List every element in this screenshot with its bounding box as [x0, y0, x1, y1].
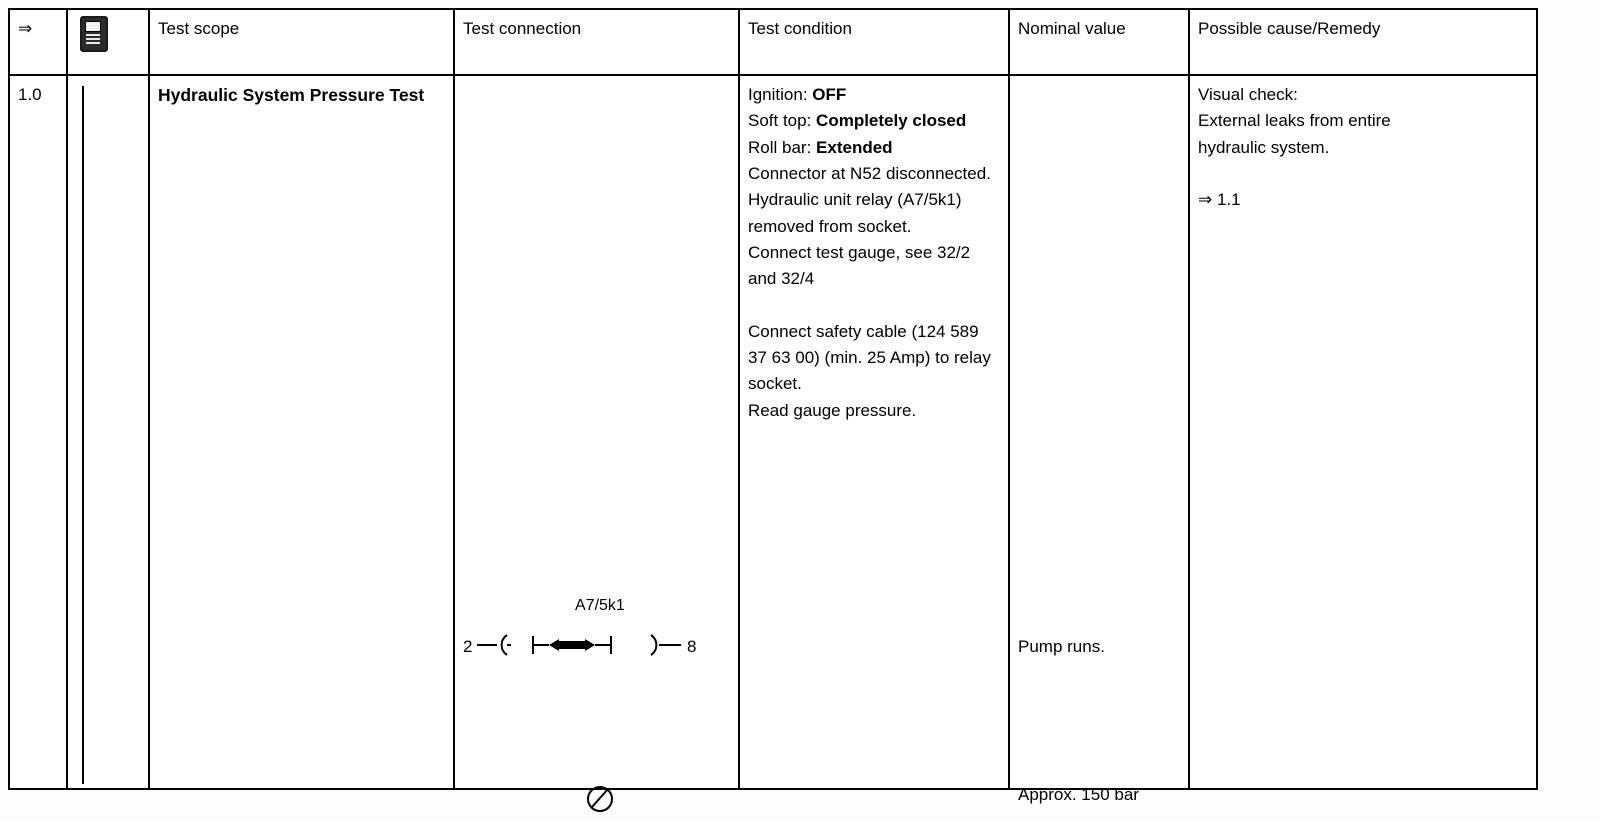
- condition-line: Connect safety cable (124 589 37 63 00) (min. 25 Amp) to relay socket.: [748, 321, 991, 394]
- header-test-scope: Test scope: [149, 9, 454, 75]
- condition-label: Ignition:: [748, 85, 813, 104]
- row-possible-cause-cell: [1189, 75, 1537, 789]
- relay-label: A7/5k1: [575, 597, 625, 614]
- row-test-condition-cell: [739, 75, 1009, 789]
- condition-value: Extended: [816, 137, 893, 157]
- connection-diagram: [463, 82, 730, 782]
- relay-circuit-diagram: [463, 630, 718, 664]
- header-device-cell: [67, 9, 149, 75]
- test-scope-title: Hydraulic System Pressure Test: [158, 85, 425, 105]
- cause-line: Visual check:: [1198, 85, 1298, 104]
- svg-text:8: 8: [687, 637, 697, 656]
- condition-value: Completely closed: [816, 111, 967, 131]
- header-nominal-value: Nominal value: [1009, 9, 1189, 75]
- condition-label: Roll bar:: [748, 137, 817, 157]
- relay-circuit-svg: [463, 630, 718, 664]
- condition-line: [748, 135, 1000, 161]
- condition-line: [748, 108, 1000, 134]
- condition-spacer: [748, 293, 1000, 319]
- nominal-value-1: Pump runs.: [1018, 637, 1105, 656]
- row-nominal-value-cell: [1009, 75, 1189, 804]
- condition-line: Hydraulic unit relay (A7/5k1) removed from socket.: [748, 190, 962, 236]
- header-test-connection: Test connection: [454, 9, 739, 75]
- row-number-cell: 1.0: [9, 75, 67, 789]
- handheld-tester-icon: [80, 16, 108, 52]
- row-test-connection-cell: [454, 75, 739, 789]
- condition-line: [748, 82, 1000, 108]
- row-device-cell: [67, 75, 149, 789]
- svg-text:2: 2: [463, 637, 473, 656]
- table-header-row: [9, 9, 1537, 75]
- condition-line: Connect test gauge, see 32/2 and 32/4: [748, 243, 971, 289]
- row-test-scope-cell: [149, 75, 454, 789]
- condition-line: Connector at N52 disconnected.: [748, 164, 991, 184]
- header-possible-cause: Possible cause/Remedy: [1189, 9, 1537, 75]
- test-procedure-table: [8, 8, 1538, 804]
- condition-label: Soft top:: [748, 111, 817, 131]
- gauge-symbol-svg: [583, 782, 617, 816]
- condition-line: Read gauge pressure.: [748, 400, 917, 420]
- nominal-values: [1018, 82, 1180, 804]
- gauge-icon: [583, 782, 617, 824]
- cause-line: External leaks from entire: [1198, 111, 1391, 131]
- vertical-rule: [82, 86, 84, 784]
- nominal-value-2: Approx. 150 bar: [1018, 785, 1139, 804]
- cause-reference: ⇒ 1.1: [1198, 190, 1241, 210]
- header-arrow-cell: [9, 9, 67, 75]
- table-row: [9, 75, 1537, 789]
- condition-value: OFF: [812, 85, 847, 104]
- cause-line: hydraulic system.: [1198, 137, 1330, 157]
- header-test-condition: Test condition: [739, 9, 1009, 75]
- arrow-right-icon: ⇒: [18, 19, 33, 38]
